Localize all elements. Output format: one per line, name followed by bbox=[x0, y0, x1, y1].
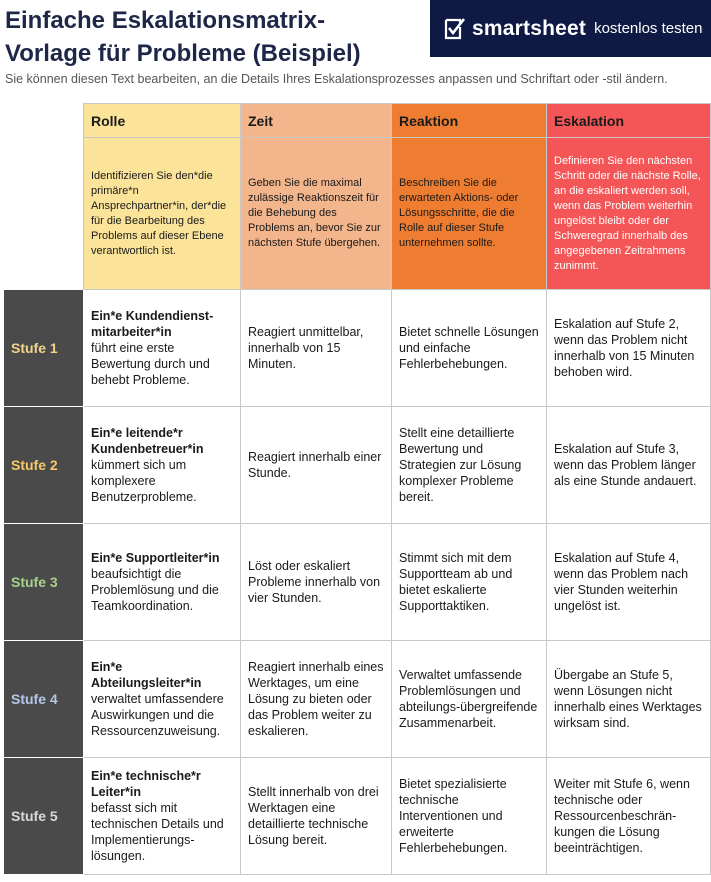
header-row bbox=[4, 104, 711, 138]
role-cell bbox=[84, 407, 241, 524]
role-title: Ein*e leitende*r Kundenbetreuer*in bbox=[91, 426, 204, 456]
description-reaktion: Beschreiben Sie die erwarteten Aktions- oder Lösungsschritte, die die Rolle auf dieser Stufe unternehmen sollte. bbox=[392, 138, 547, 290]
role-title: Ein*e technische*r Leiter*in bbox=[91, 769, 201, 799]
stufe-label: Stufe 2 bbox=[4, 407, 84, 524]
reaktion-cell: Stimmt sich mit dem Supportteam ab und bietet eskalierte Supporttaktiken. bbox=[392, 524, 547, 641]
description-eskalation: Definieren Sie den nächsten Schritt oder die nächste Rolle, an die eskaliert werden soll, wenn das Problem weiterhin ungelöst bleibt oder der Schweregrad innerhalb des angegebenen Zeitrahmens zunimmt. bbox=[547, 138, 711, 290]
escalation-matrix-table bbox=[3, 103, 711, 875]
zeit-cell: Reagiert innerhalb eines Werktages, um eine Lösung zu bieten oder das Problem weiter zu eskalieren. bbox=[241, 641, 392, 758]
logo-cta: kostenlos testen bbox=[594, 20, 703, 37]
logo-brand: smartsheet bbox=[472, 16, 587, 40]
zeit-cell: Reagiert innerhalb einer Stunde. bbox=[241, 407, 392, 524]
stufe-label: Stufe 1 bbox=[4, 290, 84, 407]
smartsheet-logo-button[interactable] bbox=[430, 0, 711, 57]
eskalation-cell: Eskalation auf Stufe 3, wenn das Problem länger als eine Stunde andauert. bbox=[547, 407, 711, 524]
eskalation-cell: Eskalation auf Stufe 4, wenn das Problem nach vier Stunden weiterhin ungelöst ist. bbox=[547, 524, 711, 641]
stufe-label: Stufe 5 bbox=[4, 758, 84, 875]
table-row bbox=[4, 524, 711, 641]
role-cell bbox=[84, 524, 241, 641]
page-title bbox=[5, 4, 361, 70]
column-header-rolle: Rolle bbox=[84, 104, 241, 138]
role-title: Ein*e Supportleiter*in bbox=[91, 551, 220, 565]
reaktion-cell: Verwaltet umfassende Problemlösungen und abteilungs-übergreifende Zusammenarbeit. bbox=[392, 641, 547, 758]
description-zeit: Geben Sie die maximal zulässige Reaktionszeit für die Behebung des Problems an, bevor Sie zur nächsten Stufe übergehen. bbox=[241, 138, 392, 290]
role-cell bbox=[84, 641, 241, 758]
stufe-label: Stufe 4 bbox=[4, 641, 84, 758]
column-header-reaktion: Reaktion bbox=[392, 104, 547, 138]
role-text: kümmert sich um komplexere Benutzerprobleme. bbox=[91, 458, 197, 504]
role-text: führt eine erste Bewertung durch und behebt Probleme. bbox=[91, 341, 210, 387]
eskalation-cell: Weiter mit Stufe 6, wenn technische oder Ressourcenbeschrän-kungen die Lösung beeinträchtigen. bbox=[547, 758, 711, 875]
zeit-cell: Stellt innerhalb von drei Werktagen eine detaillierte technische Lösung bereit. bbox=[241, 758, 392, 875]
checkmark-logo-icon bbox=[444, 17, 466, 41]
role-cell bbox=[84, 758, 241, 875]
reaktion-cell: Bietet schnelle Lösungen und einfache Fehlerbehebungen. bbox=[392, 290, 547, 407]
title-line-1: Einfache Eskalationsmatrix- bbox=[5, 7, 326, 34]
description-rolle: Identifizieren Sie den*die primäre*n Ansprechpartner*in, der*die für die Bearbeitung des Problems auf dieser Ebene verantwortlich ist. bbox=[84, 138, 241, 290]
role-cell bbox=[84, 290, 241, 407]
title-line-2: Vorlage für Probleme (Beispiel) bbox=[5, 40, 361, 67]
column-header-eskalation: Eskalation bbox=[547, 104, 711, 138]
role-title: Ein*e Kundendienst-mitarbeiter*in bbox=[91, 309, 214, 339]
role-text: befasst sich mit technischen Details und Implementierungs-lösungen. bbox=[91, 801, 224, 863]
role-title: Ein*e Abteilungsleiter*in bbox=[91, 660, 202, 690]
column-header-zeit: Zeit bbox=[241, 104, 392, 138]
zeit-cell: Reagiert unmittelbar, innerhalb von 15 Minuten. bbox=[241, 290, 392, 407]
page-subtitle: Sie können diesen Text bearbeiten, an die Details Ihres Eskalationsprozesses anpassen und Schriftart oder -stil ändern. bbox=[5, 72, 668, 86]
eskalation-cell: Eskalation auf Stufe 2, wenn das Problem nicht innerhalb von 15 Minuten behoben wird. bbox=[547, 290, 711, 407]
description-row bbox=[4, 138, 711, 290]
zeit-cell: Löst oder eskaliert Probleme innerhalb von vier Stunden. bbox=[241, 524, 392, 641]
reaktion-cell: Bietet spezialisierte technische Interventionen und erweiterte Fehlerbehebungen. bbox=[392, 758, 547, 875]
role-text: verwaltet umfassendere Auswirkungen und die Ressourcenzuweisung. bbox=[91, 692, 224, 738]
corner-cell bbox=[4, 138, 84, 290]
table-row bbox=[4, 407, 711, 524]
table-row bbox=[4, 758, 711, 875]
eskalation-cell: Übergabe an Stufe 5, wenn Lösungen nicht innerhalb eines Werktages wirksam sind. bbox=[547, 641, 711, 758]
role-text: beaufsichtigt die Problemlösung und die Teamkoordination. bbox=[91, 567, 219, 613]
reaktion-cell: Stellt eine detaillierte Bewertung und Strategien zur Lösung komplexer Probleme bereit. bbox=[392, 407, 547, 524]
table-row bbox=[4, 290, 711, 407]
stufe-label: Stufe 3 bbox=[4, 524, 84, 641]
corner-cell bbox=[4, 104, 84, 138]
table-row bbox=[4, 641, 711, 758]
